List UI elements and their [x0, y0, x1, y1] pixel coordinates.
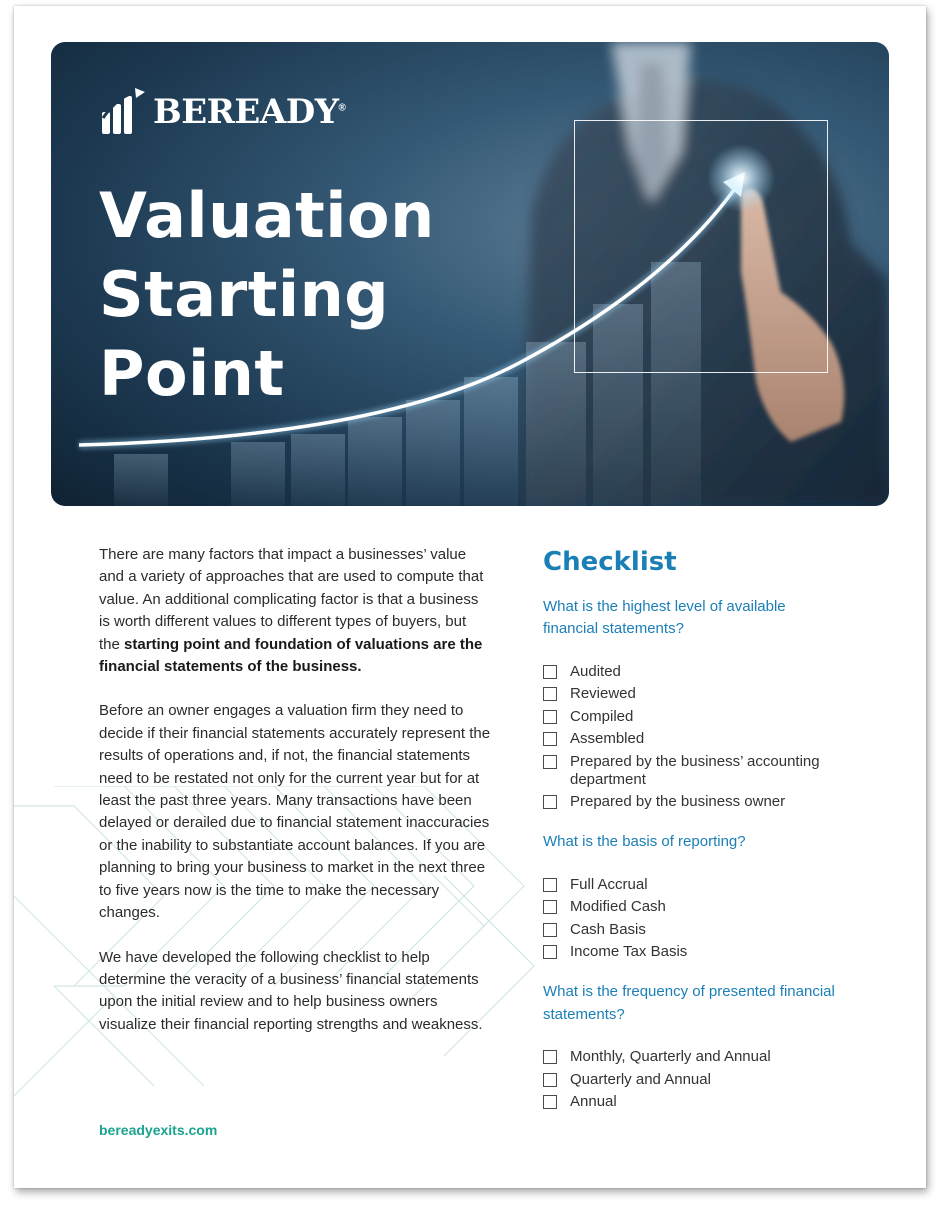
question-statement-level: What is the highest level of available financial statements? — [543, 598, 786, 638]
question-reporting-basis: What is the basis of reporting? — [543, 833, 746, 851]
question-frequency: What is the frequency of presented financial statements? — [543, 983, 835, 1023]
option-monthly-quarterly-annual[interactable]: Monthly, Quarterly and Annual — [543, 1048, 873, 1066]
checklist-title: Checklist — [543, 547, 677, 577]
bar-chart-logo-icon — [99, 88, 145, 136]
website-link[interactable]: bereadyexits.com — [99, 1122, 218, 1138]
checklist-panel — [543, 546, 873, 1131]
checkbox[interactable] — [543, 878, 557, 892]
option-annual[interactable]: Annual — [543, 1093, 873, 1111]
document-page — [14, 6, 926, 1188]
options-frequency — [543, 1048, 873, 1111]
intro-emphasis: starting point and foundation of valuations are the financial statements of the business. — [99, 635, 483, 676]
intro-paragraph-2: Before an owner engages a valuation firm they need to decide if their financial statements accurately represent the results of operations and, if not, the financial statements need to be restated not only for the current year but for at least the past three years. Many transactions have been delayed or derailed due to financial statement inaccuracies or the inability to substantiate account balances. If you are planning to bring your business to market in the next three to five years now is the time to make the necessary changes. — [99, 702, 491, 922]
checkbox[interactable] — [543, 1050, 557, 1064]
checkbox[interactable] — [543, 795, 557, 809]
options-reporting-basis — [543, 876, 873, 962]
option-income-tax-basis[interactable]: Income Tax Basis — [543, 943, 873, 961]
title-line-1: Valuation — [99, 179, 435, 252]
checkbox[interactable] — [543, 732, 557, 746]
option-business-owner[interactable]: Prepared by the business owner — [543, 793, 873, 811]
intro-paragraph-1: There are many factors that impact a businesses’ value and a variety of approaches that are used to compute that value. An additional complicating factor is that a business is worth different values to different types of buyers, but the starting point and foundation of valuations are the financial statements of the business. — [99, 546, 484, 676]
focus-frame — [574, 120, 828, 373]
checkbox[interactable] — [543, 1073, 557, 1087]
checkbox[interactable] — [543, 665, 557, 679]
brand-name: BEREADY® — [153, 92, 346, 132]
checkbox[interactable] — [543, 755, 557, 769]
title-line-3: Point — [99, 337, 285, 410]
checkbox[interactable] — [543, 900, 557, 914]
option-compiled[interactable]: Compiled — [543, 708, 873, 726]
checkbox[interactable] — [543, 687, 557, 701]
option-modified-cash[interactable]: Modified Cash — [543, 898, 873, 916]
option-audited[interactable]: Audited — [543, 663, 873, 681]
checkbox[interactable] — [543, 710, 557, 724]
checkbox[interactable] — [543, 923, 557, 937]
intro-text — [99, 544, 491, 1058]
title-line-2: Starting — [99, 258, 390, 331]
option-full-accrual[interactable]: Full Accrual — [543, 876, 873, 894]
options-statement-level — [543, 663, 873, 812]
checkbox[interactable] — [543, 1095, 557, 1109]
page-title — [99, 176, 519, 413]
checkbox[interactable] — [543, 945, 557, 959]
intro-paragraph-3: We have developed the following checklist to help determine the veracity of a business’ financial statements upon the initial review and to help business owners visualize their financial reporting strengths and weakness. — [99, 948, 483, 1033]
option-assembled[interactable]: Assembled — [543, 730, 873, 748]
brand-logo — [99, 87, 345, 137]
option-reviewed[interactable]: Reviewed — [543, 685, 873, 703]
option-quarterly-annual[interactable]: Quarterly and Annual — [543, 1071, 873, 1089]
option-cash-basis[interactable]: Cash Basis — [543, 921, 873, 939]
option-accounting-department[interactable]: Prepared by the business’ accounting department — [543, 753, 873, 789]
hero-banner — [51, 42, 889, 506]
